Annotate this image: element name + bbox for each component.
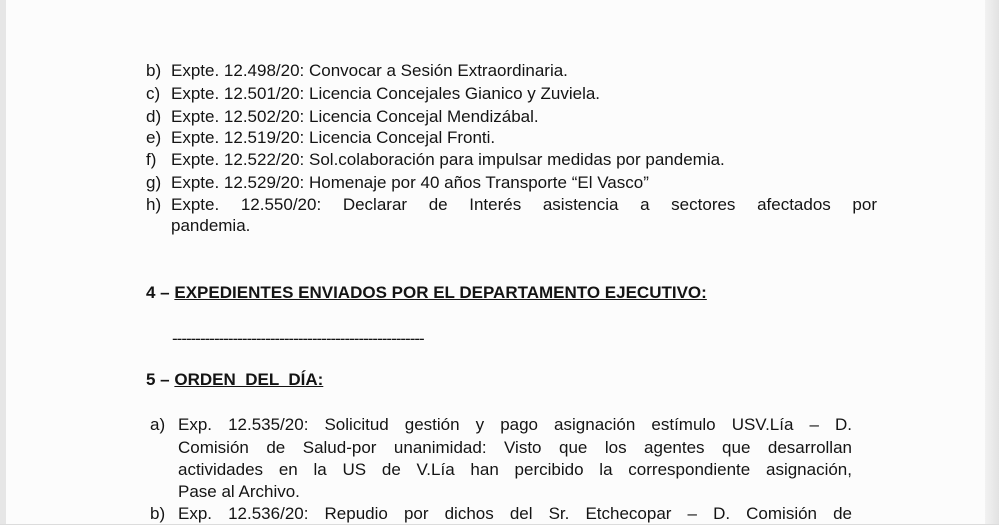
- orden-item-letter: b): [150, 504, 166, 523]
- section-title: EXPEDIENTES ENVIADOS POR EL DEPARTAMENTO EJECUTIVO:: [174, 283, 707, 302]
- list-item: [146, 150, 725, 170]
- section-5-heading: [146, 370, 323, 390]
- list-item-letter: h): [146, 195, 162, 214]
- list-item: [146, 107, 539, 127]
- list-item-letter: g): [146, 173, 162, 192]
- list-item-letter: f): [146, 150, 157, 169]
- orden-item-line: Comisión de Salud-por unanimidad: Visto que los agentes que desarrollan: [178, 438, 852, 457]
- orden-item-line: Exp. 12.536/20: Repudio por dichos del Sr. Etchecopar – D. Comisión de: [178, 504, 852, 523]
- list-item-letter: c): [146, 84, 161, 103]
- orden-item-letter: a): [150, 415, 166, 434]
- list-item-text: Expte. 12.501/20: Licencia Concejales Gianico y Zuviela.: [171, 84, 601, 103]
- section-number: 4 –: [146, 283, 170, 302]
- list-item: [146, 61, 568, 81]
- list-item: [146, 84, 600, 104]
- list-item-text: Expte. 12.502/20: Licencia Concejal Mendizábal.: [171, 107, 539, 126]
- orden-item-line: Pase al Archivo.: [178, 482, 300, 501]
- list-item-letter: d): [146, 107, 162, 126]
- list-item-text: Expte. 12.519/20: Licencia Concejal Fronti.: [171, 128, 496, 147]
- section-number: 5 –: [146, 370, 170, 389]
- list-item-letter: e): [146, 128, 162, 147]
- list-item: [146, 195, 877, 215]
- page-left-edge: [0, 0, 6, 524]
- list-item: [146, 173, 649, 193]
- list-item-text: Expte. 12.498/20: Convocar a Sesión Extraordinaria.: [171, 61, 568, 80]
- section-4-heading: [146, 283, 707, 303]
- list-item-continuation: pandemia.: [171, 216, 251, 235]
- orden-item-line: actividades en la US de V.Lía han percibido la correspondiente asignación,: [178, 460, 852, 479]
- list-item: [146, 128, 495, 148]
- page-right-edge: [985, 0, 999, 524]
- orden-item-line: Exp. 12.535/20: Solicitud gestión y pago asignación estímulo USV.Lía – D.: [178, 415, 852, 434]
- list-item-text: Expte. 12.522/20: Sol.colaboración para impulsar medidas por pandemia.: [171, 150, 725, 169]
- list-item-letter: b): [146, 61, 162, 80]
- list-item-text: Expte. 12.529/20: Homenaje por 40 años Transporte “El Vasco”: [171, 173, 649, 192]
- list-item-text: Expte. 12.550/20: Declarar de Interés asistencia a sectores afectados por: [171, 195, 877, 214]
- dashed-separator: ------------------------------------------------------: [172, 329, 424, 348]
- section-title: ORDEN DEL DÍA:: [174, 370, 324, 389]
